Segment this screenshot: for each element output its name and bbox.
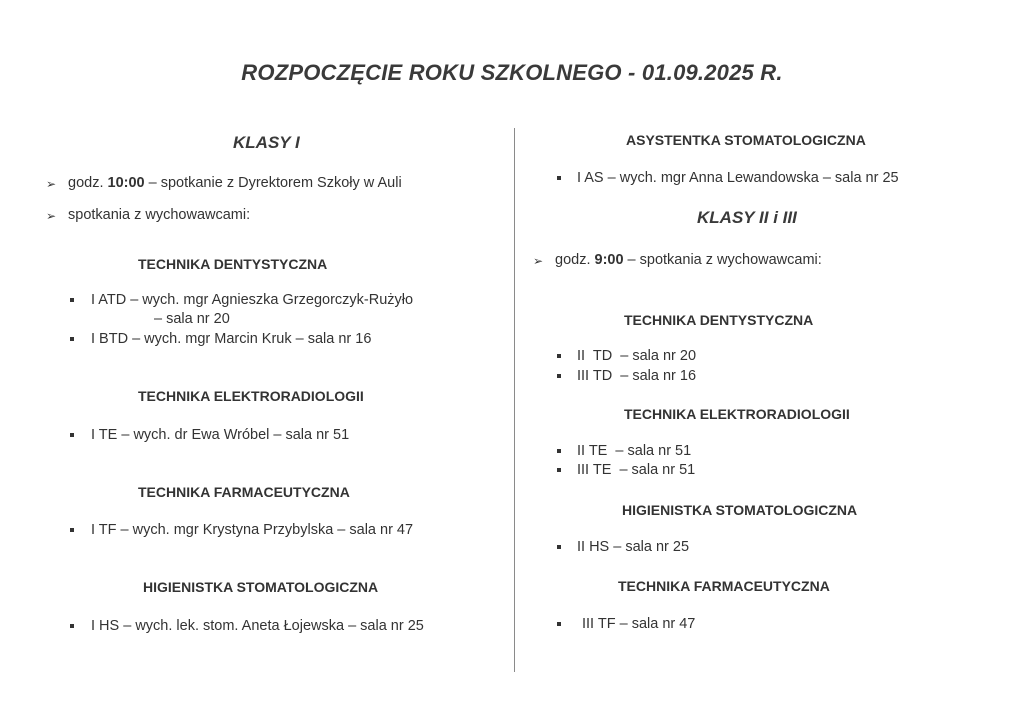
list-item: III TD – sala nr 16 bbox=[577, 368, 697, 384]
list-item: III TF – sala nr 47 bbox=[582, 616, 696, 632]
arrow-bullet-icon: ➢ bbox=[46, 177, 57, 191]
list-item: III TE – sala nr 51 bbox=[577, 462, 696, 478]
square-bullet-icon bbox=[557, 176, 561, 180]
square-bullet-icon bbox=[70, 298, 74, 302]
square-bullet-icon bbox=[70, 624, 74, 628]
square-bullet-icon bbox=[557, 374, 561, 378]
list-item: I BTD – wych. mgr Marcin Kruk – sala nr 16 bbox=[91, 331, 372, 347]
list-item: I TE – wych. dr Ewa Wróbel – sala nr 51 bbox=[91, 427, 350, 443]
section-title: TECHNIKA ELEKTRORADIOLOGII bbox=[138, 388, 364, 404]
square-bullet-icon bbox=[70, 433, 74, 437]
column-divider bbox=[514, 128, 515, 672]
section-title: HIGIENISTKA STOMATOLOGICZNA bbox=[622, 502, 858, 518]
section-title: TECHNIKA FARMACEUTYCZNA bbox=[618, 578, 830, 594]
section-title: TECHNIKA DENTYSTYCZNA bbox=[624, 312, 814, 328]
list-item: II TE – sala nr 51 bbox=[577, 443, 692, 459]
schedule-line: godz. 10:00 – spotkanie z Dyrektorem Szkoły w Auli bbox=[68, 175, 402, 191]
square-bullet-icon bbox=[557, 468, 561, 472]
list-item: I AS – wych. mgr Anna Lewandowska – sala nr 25 bbox=[577, 170, 899, 186]
square-bullet-icon bbox=[557, 545, 561, 549]
list-item-continuation: – sala nr 20 bbox=[154, 311, 230, 327]
square-bullet-icon bbox=[557, 622, 561, 626]
arrow-bullet-icon: ➢ bbox=[533, 254, 544, 268]
square-bullet-icon bbox=[70, 528, 74, 532]
section-title: HIGIENISTKA STOMATOLOGICZNA bbox=[143, 579, 379, 595]
square-bullet-icon bbox=[557, 354, 561, 358]
square-bullet-icon bbox=[70, 337, 74, 341]
page-title: ROZPOCZĘCIE ROKU SZKOLNEGO - 01.09.2025 R. bbox=[241, 60, 783, 85]
schedule-line: spotkania z wychowawcami: bbox=[68, 207, 251, 223]
list-item: II TD – sala nr 20 bbox=[577, 348, 697, 364]
section-title: ASYSTENTKA STOMATOLOGICZNA bbox=[626, 132, 866, 148]
list-item: I HS – wych. lek. stom. Aneta Łojewska – sala nr 25 bbox=[91, 618, 424, 634]
section-title: TECHNIKA DENTYSTYCZNA bbox=[138, 256, 328, 272]
list-item: I TF – wych. mgr Krystyna Przybylska – sala nr 47 bbox=[91, 522, 414, 538]
list-item: II HS – sala nr 25 bbox=[577, 539, 690, 555]
arrow-bullet-icon: ➢ bbox=[46, 209, 57, 223]
section-title: TECHNIKA FARMACEUTYCZNA bbox=[138, 484, 350, 500]
schedule-line: godz. 9:00 – spotkania z wychowawcami: bbox=[555, 252, 822, 268]
right-heading: KLASY II i III bbox=[697, 208, 797, 227]
left-heading: KLASY I bbox=[233, 133, 300, 152]
square-bullet-icon bbox=[557, 449, 561, 453]
section-title: TECHNIKA ELEKTRORADIOLOGII bbox=[624, 406, 850, 422]
list-item: I ATD – wych. mgr Agnieszka Grzegorczyk-Rużyło bbox=[91, 292, 414, 308]
